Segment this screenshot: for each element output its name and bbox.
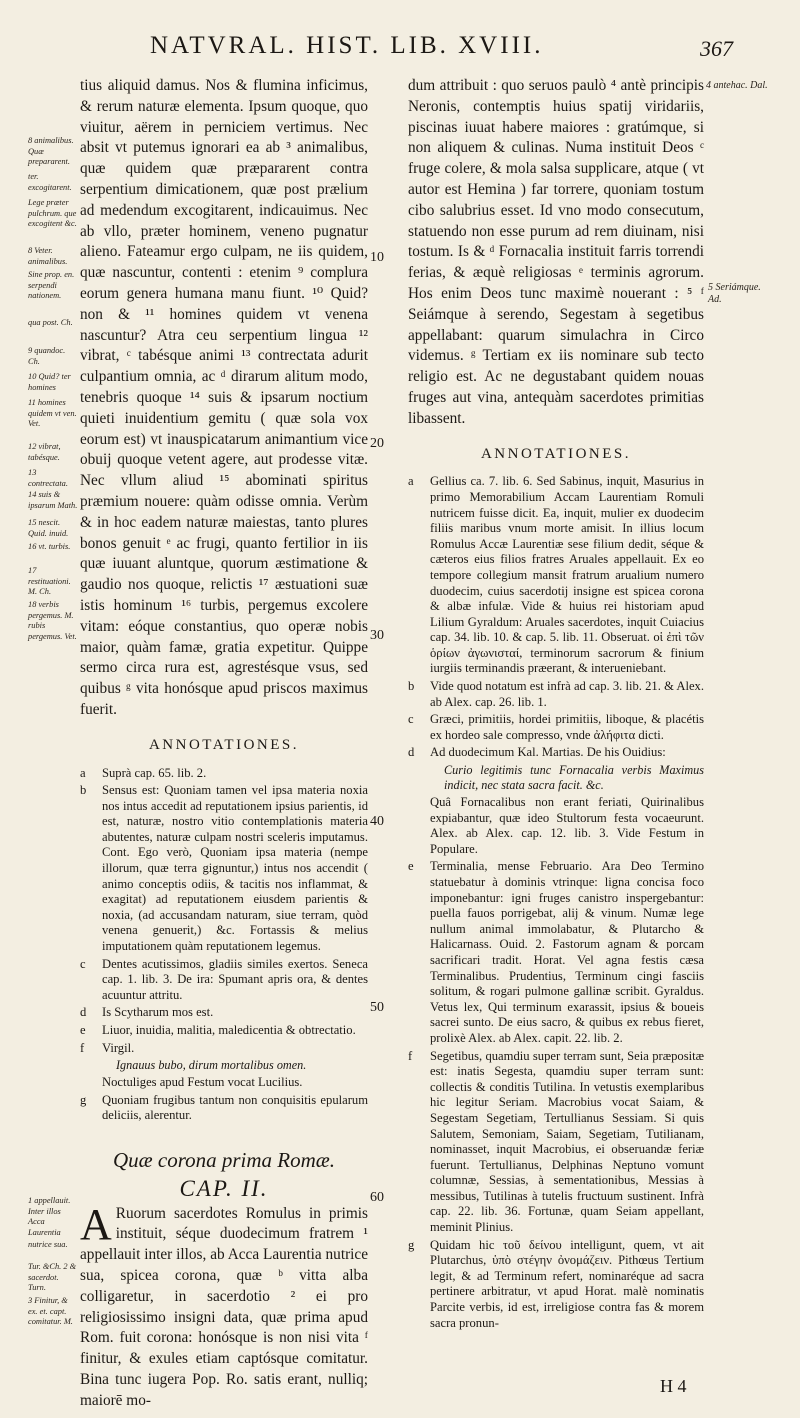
note-item: b Vide quod notatum est infrà ad cap. 3. lib. 21. & Alex. ab Alex. cap. 26. lib. 1.	[408, 679, 704, 709]
line-number: 60	[370, 1190, 384, 1205]
margin-note: 11 homines quidem vt ven. Vet.	[28, 398, 77, 429]
margin-note: 12 vibrat, tabésque.	[28, 442, 61, 462]
signature-mark: H 4	[660, 1376, 687, 1396]
margin-note: 9 quandoc. Ch.	[28, 346, 66, 366]
right-main-text: dum attribuit : quo seruos paulò ⁴ antè principis Neronis, contemptis huius spatij viridariis, piscinas iuuat habere maiores : gratúmque, si non aliquem & culinas. Numa instituit Deos ᶜ fruge colere, & mola salsa supplicare, atque ( vt autor est Hemina ) far torrere, quoniam tostum cibo salubrius esset. Id vno modo consecutum, statuendo non esse purum ad rem diuinam, nisi tostum. Is & ᵈ Fornacalia instituit farris torrendi ferias, & æquè religiosas ᵉ terminis agrorum. Hos enim Deos tunc maximè nouerant : ⁵ ᶠ Seiámque à serendo, Segestam à segetibus appellabant: quarum simulachra in Circo videmus. ᵍ Tertiam ex iis nominare sub tecto religio est. Ac ne degustabant quidem nouas fruges aut vina, antequàm sacerdotes primitias libassent.	[408, 77, 704, 427]
note-item: g Quoniam frugibus tantum non conquisitis epularum deliciis, alerentur.	[80, 1092, 368, 1123]
margin-note: qua post. Ch.	[28, 318, 73, 327]
margin-note: 3 Finitur, & ex. et. capt. comitatur. M.	[28, 1296, 73, 1327]
running-title: NATVRAL. HIST. LIB. XVIII.	[150, 32, 544, 59]
margin-note: 4 antehac. Dal.	[706, 80, 768, 91]
note-quote: Curio legitimis tunc Fornacalia verbis Maximus indicit, nec stata sacra facit. &c.	[444, 763, 704, 793]
margin-note: 15 nescit. Quid. inuid.	[28, 518, 69, 538]
chapter-text: A Ruorum sacerdotes Romulus in primis instituit, séque duodecimum fratrem ¹ appellauit inter illos, ab Acca Laurentia nutrice sua, spicea corona, quæ ᵇ vitta alba colligaretur, in sacerdotio ² ei pro religiosissimo insigni data, quæ prima apud Rom. fuit corona: honósque is non nisi vita ᶠ finitur, & exules etiam captósque comitatur. Bina tunc iugera Pop. Ro. satis erant, nulliq; maiorē mo-	[80, 1199, 368, 1409]
note-item: b Sensus est: Quoniam tamen vel ipsa materia noxia nos intus accedit ad reputationem ipsius parientis, id est, naturæ, nostro vitio contemplationis materia abutentes, naturæ culpam nostri sceleris imputamus. Cont. Ego verò, Quoniam ipsa materia (nempe illorum, quæ terra gignuntur,) intus nos accendit ( animo conceptis odiis, & tacitis nos inflammat, & exagitat) ad reputationem eiusdem parientis & noxia, (ad accusandam naturam, siue terram, quòd venena genuerit,) &c. Fortassis & melius imputationem quàm reputationem legemus.	[80, 783, 368, 954]
right-notes	[408, 474, 704, 1331]
note-item: g Quidam hic τοῦ δείνου intelligunt, quem, vt ait Plutarchus, ὑπὸ στέγην ὀνομάζειν. Pithœus Tertium legit, & ad Terminum refert, nominaréque ad sacra pertinere arbitratur, vt apud Horat. malè nominatis Parcite verbis, id est, irreligiose contra fas & morem sacra pronun-	[408, 1237, 704, 1330]
note-item: d Is Scytharum mos est.	[80, 1005, 214, 1020]
note-item: d Ad duodecimum Kal. Martias. De his Ouidius:	[408, 745, 666, 760]
line-number: 10	[370, 250, 384, 265]
chapter-title: Quæ corona prima Romæ.	[112, 1147, 336, 1172]
note-item: a Gellius ca. 7. lib. 6. Sed Sabinus, inquit, Masurius in primo Memorabilium Accam Laurentiam Romuli nutricem fuisse dicit. Ea, inquit, mulier ex duodecim filiis maribus vnum morte amisit. In illius locum Romulus Accæ Laurentiæ sese filium dedit, séque & cæteros eius filios fratres Aruales appellauit. Ex eo tempore collegium mansit fratrum arualium numero duodecim, cuius sacerdotij insigne est spicea corona & albæ infulæ. Vide & huius rei historiam apud Lilium Gyraldum: Aruales sacerdotes, inquit Cuiacius cap. 34. lib. 10. & cap. 5. lib. 11. Obseruat. οἱ ἐπὶ τῶν ὁρίων ἀγωνισταί, terminorum sacrorum & finium iurgiis terminandis præerant, & interueniebant.	[408, 474, 704, 676]
margin-note: ter. excogitarent.	[28, 172, 72, 192]
note-item: e Terminalia, mense Februario. Ara Deo Termino statuebatur à dominis vtrinque: ligna concisa foco imponebantur: igni fruges canistro inspergebantur: puella fauos porrigebat, alij & vinum. Numæ lege nullum animal immolabatur, & Plutarcho & Halicarnass. Ouid. 2. Fastorum agnam & porcam sacrificari tradit. Horat. Vel agna festis cæsa Terminalibus. Prudentius, Terminum cingi fasciis solitum, & rogari pulmone gallinæ scribit. Gyraldus. Vetus lex, Qui terminum exarassit, ipsius & boueis sacrei sunto. De eius sacro, & quibus ex rebus fieret, prolixè Alex. ab Alex. capit. 22. lib. 2.	[408, 859, 704, 1045]
margin-note: Tur. &Ch. 2 & sacerdot. Turn.	[28, 1262, 77, 1293]
margin-note: 16 vt. turbis.	[28, 542, 71, 551]
chapter-number: CAP. II.	[179, 1175, 269, 1201]
margin-note: 17 restituationi. M. Ch.	[28, 566, 71, 597]
margin-note: Sine prop. en. serpendi nationem.	[28, 270, 75, 301]
margin-note: 1 appellauit. Inter illos Acca Laurentia	[28, 1196, 71, 1237]
margin-note: nutrice sua.	[28, 1240, 68, 1249]
margin-note: 13 contrectata.	[28, 468, 68, 488]
left-notes	[80, 766, 368, 1124]
note-item: a Suprà cap. 65. lib. 2.	[80, 765, 207, 780]
line-number: 20	[370, 436, 384, 451]
note-quote: Ignauus bubo, dirum mortalibus omen.	[116, 1058, 307, 1073]
note-item: f Virgil.	[80, 1040, 135, 1055]
right-annotations-heading: ANNOTATIONES.	[480, 445, 632, 462]
line-number: 50	[370, 1000, 384, 1015]
note-item: f Segetibus, quamdiu super terram sunt, Seia præpositæ est: inatis Segesta, quamdiu super terram sunt: collectis & conditis Tutilina. In vetustis exemplaribus hic legitur Seriam. Macrobius vocat Saiam, & Segestam Segetiam, Tertullianus Sessiam. Si quis Salutem, Semoniam, Saiam, Segetiam, Tutilianam, nominasset, inquit Macrobius, ei obseruandæ feriæ fuerunt. Tertullianus, Delphinas Neptuno vomunt columnæ, Sessias, à sementationibus, Messias à messibus, Tutilinas à tutelis fructuum sustinent. Infrà cap. 22. lib. 36. Fortunæ, quam Seiam appellant, meminit Plinius.	[408, 1048, 704, 1235]
line-number: 40	[370, 814, 384, 829]
margin-note: 8 animalibus. Quæ prepararent.	[28, 136, 74, 167]
margin-note: 10 Quid? ter homines	[28, 372, 71, 392]
left-main-text: tius aliquid damus. Nos & flumina inficimus, & rerum naturæ elementa. Ipsum quoque, quo viuitur, aërem in perniciem vertimus. Nec absit vt putemus ignorari ea ab ³ animalibus, quæ quidem quæ præpararent contra serpentium dimicationem, quæ post prælium ad medendum excogitarent, indicauimus. Nec ab vllo, præter hominem, veneno pugnatur alieno. Fateamur ergo culpam, ne iis quidem, quæ nascuntur, contenti : etenim ⁹ complura eorum genera humana manu fiunt. ¹⁰ Quid? non & ¹¹ homines quidem vt venena nascuntur? Atra ceu serpentium lingua ¹² vibrat, ᶜ tabésque animi ¹³ contrectata adurit culpantium omnia, ac ᵈ dirarum alitum modo, tenebris quoque ¹⁴ suis & ipsarum noctium quieti inuidentium gemitu ( quæ sola vox eorum est) vt inauspicatarum animantium vice obuij quoque vetent agere, aut prodesse vitæ. Nec vllum aliud ¹⁵ abominati spiritus præmium nouere: quàm odisse omnia. Verùm & in hoc eadem naturæ maiestas, tanto plures bonos genuit ᵉ ac frugi, quanto fertilior in iis quæ iuuant aluntque, quorum æstimatione & gaudio nos quoque, relictis ¹⁷ æstuationi suæ istis hominum ¹⁶ turbis, pergemus excolere vitam: eóque constantius, quo operæ nobis maior, quàm famæ, gratia expetitur. Quippe sermo circa rura est, agrestésque vsus, sed quibus ᵍ vita honósque apud priscos maximus fuerit.	[80, 77, 368, 718]
margin-note: 8 Veter. animalibus.	[28, 246, 68, 266]
left-annotations-heading: ANNOTATIONES.	[148, 736, 300, 753]
left-column	[80, 76, 368, 1412]
line-number: 30	[370, 628, 384, 643]
note-item: Quâ Fornacalibus non erant feriati, Quirinalibus expiabantur, quæ ideo Stultorum festa vocaeurunt. Alex. ab Alex. cap. 12. lib. 3. Vide Festum in Populare.	[430, 795, 704, 856]
note-item: Noctuliges apud Festum vocat Lucilius.	[102, 1075, 303, 1090]
margin-note: 14 suis & ipsarum Math.	[28, 490, 78, 510]
margin-note: 18 verbis pergemus. M. rubis pergemus. Vet.	[28, 600, 77, 641]
page-number: 367	[700, 36, 733, 61]
margin-note: Lege præter pulchrum. que excogitent &c.	[28, 198, 77, 229]
right-column	[408, 76, 704, 1333]
margin-note: 5 Seriámque. Ad.	[708, 282, 761, 305]
note-item: c Dentes acutissimos, gladiis similes exertos. Seneca cap. 1. lib. 3. De ira: Spumant apris ora, & dentes acuuntur attritu.	[80, 956, 368, 1002]
note-item: e Liuor, inuidia, malitia, maledicentia & obtrectatio.	[80, 1023, 356, 1037]
note-item: c Græci, primitiis, hordei primitiis, liboque, & placétis ex hordeo sale compresso, vnde ἀλήφιτα dicti.	[408, 712, 704, 742]
drop-cap: A	[80, 1199, 112, 1249]
